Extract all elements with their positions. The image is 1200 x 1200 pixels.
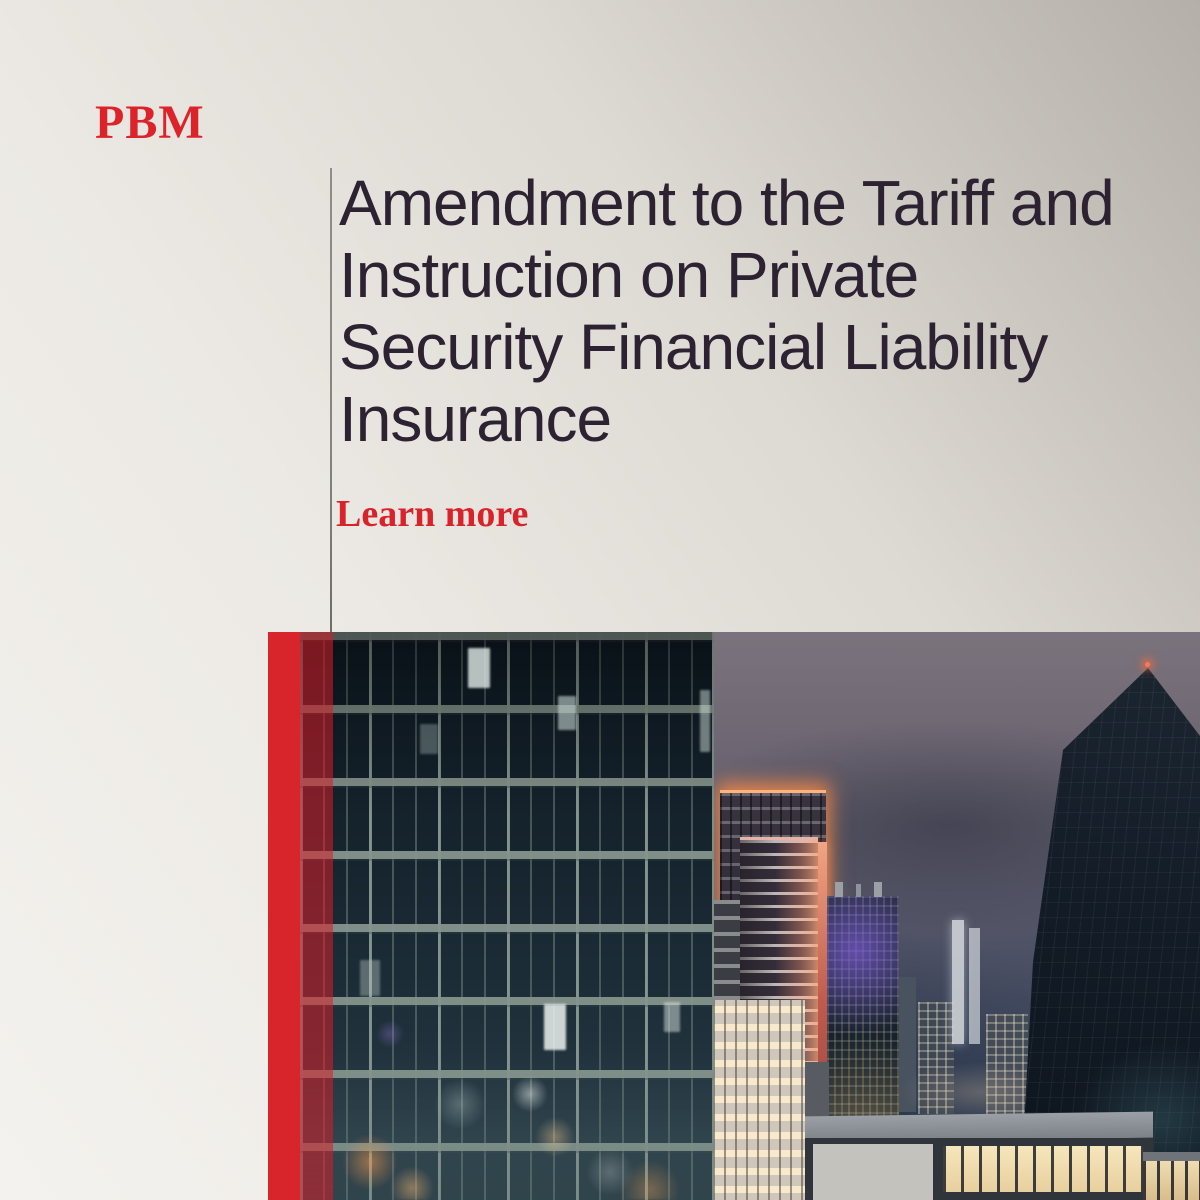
headline-line: Amendment to the Tariff and [339, 167, 1114, 239]
lit-window [420, 724, 438, 754]
headline-line: Instruction on Private [339, 239, 919, 311]
lit-window [468, 648, 490, 688]
learn-more-link[interactable]: Learn more [336, 493, 529, 535]
headline-line: Insurance [339, 383, 612, 455]
page-title [339, 167, 1114, 455]
red-accent-bar [268, 632, 300, 1200]
rooftop-equipment [874, 882, 882, 897]
reflection-glow [300, 632, 712, 1200]
tower-beacon-light [1145, 662, 1150, 667]
red-accent-overlay [300, 632, 333, 1200]
headline-rule [330, 168, 332, 632]
lit-window [558, 696, 576, 730]
lit-glass-band [943, 1146, 1143, 1192]
white-wall [813, 1144, 933, 1200]
rooftop-equipment [856, 884, 861, 897]
white-midrise-building [713, 1000, 805, 1200]
lit-window [664, 1002, 680, 1032]
hero-photo [300, 632, 1200, 1200]
rooftop-building [805, 1114, 1153, 1200]
rooftop-equipment [835, 882, 843, 897]
lit-window [700, 690, 710, 752]
headline-line: Security Financial Liability [339, 311, 1048, 383]
lit-distant-tower [952, 920, 964, 1044]
lit-distant-tower [969, 928, 980, 1044]
lit-window [544, 1004, 566, 1050]
storefront-lights [1143, 1152, 1200, 1200]
lit-window [360, 960, 380, 996]
brand-logo: PBM [95, 96, 205, 149]
